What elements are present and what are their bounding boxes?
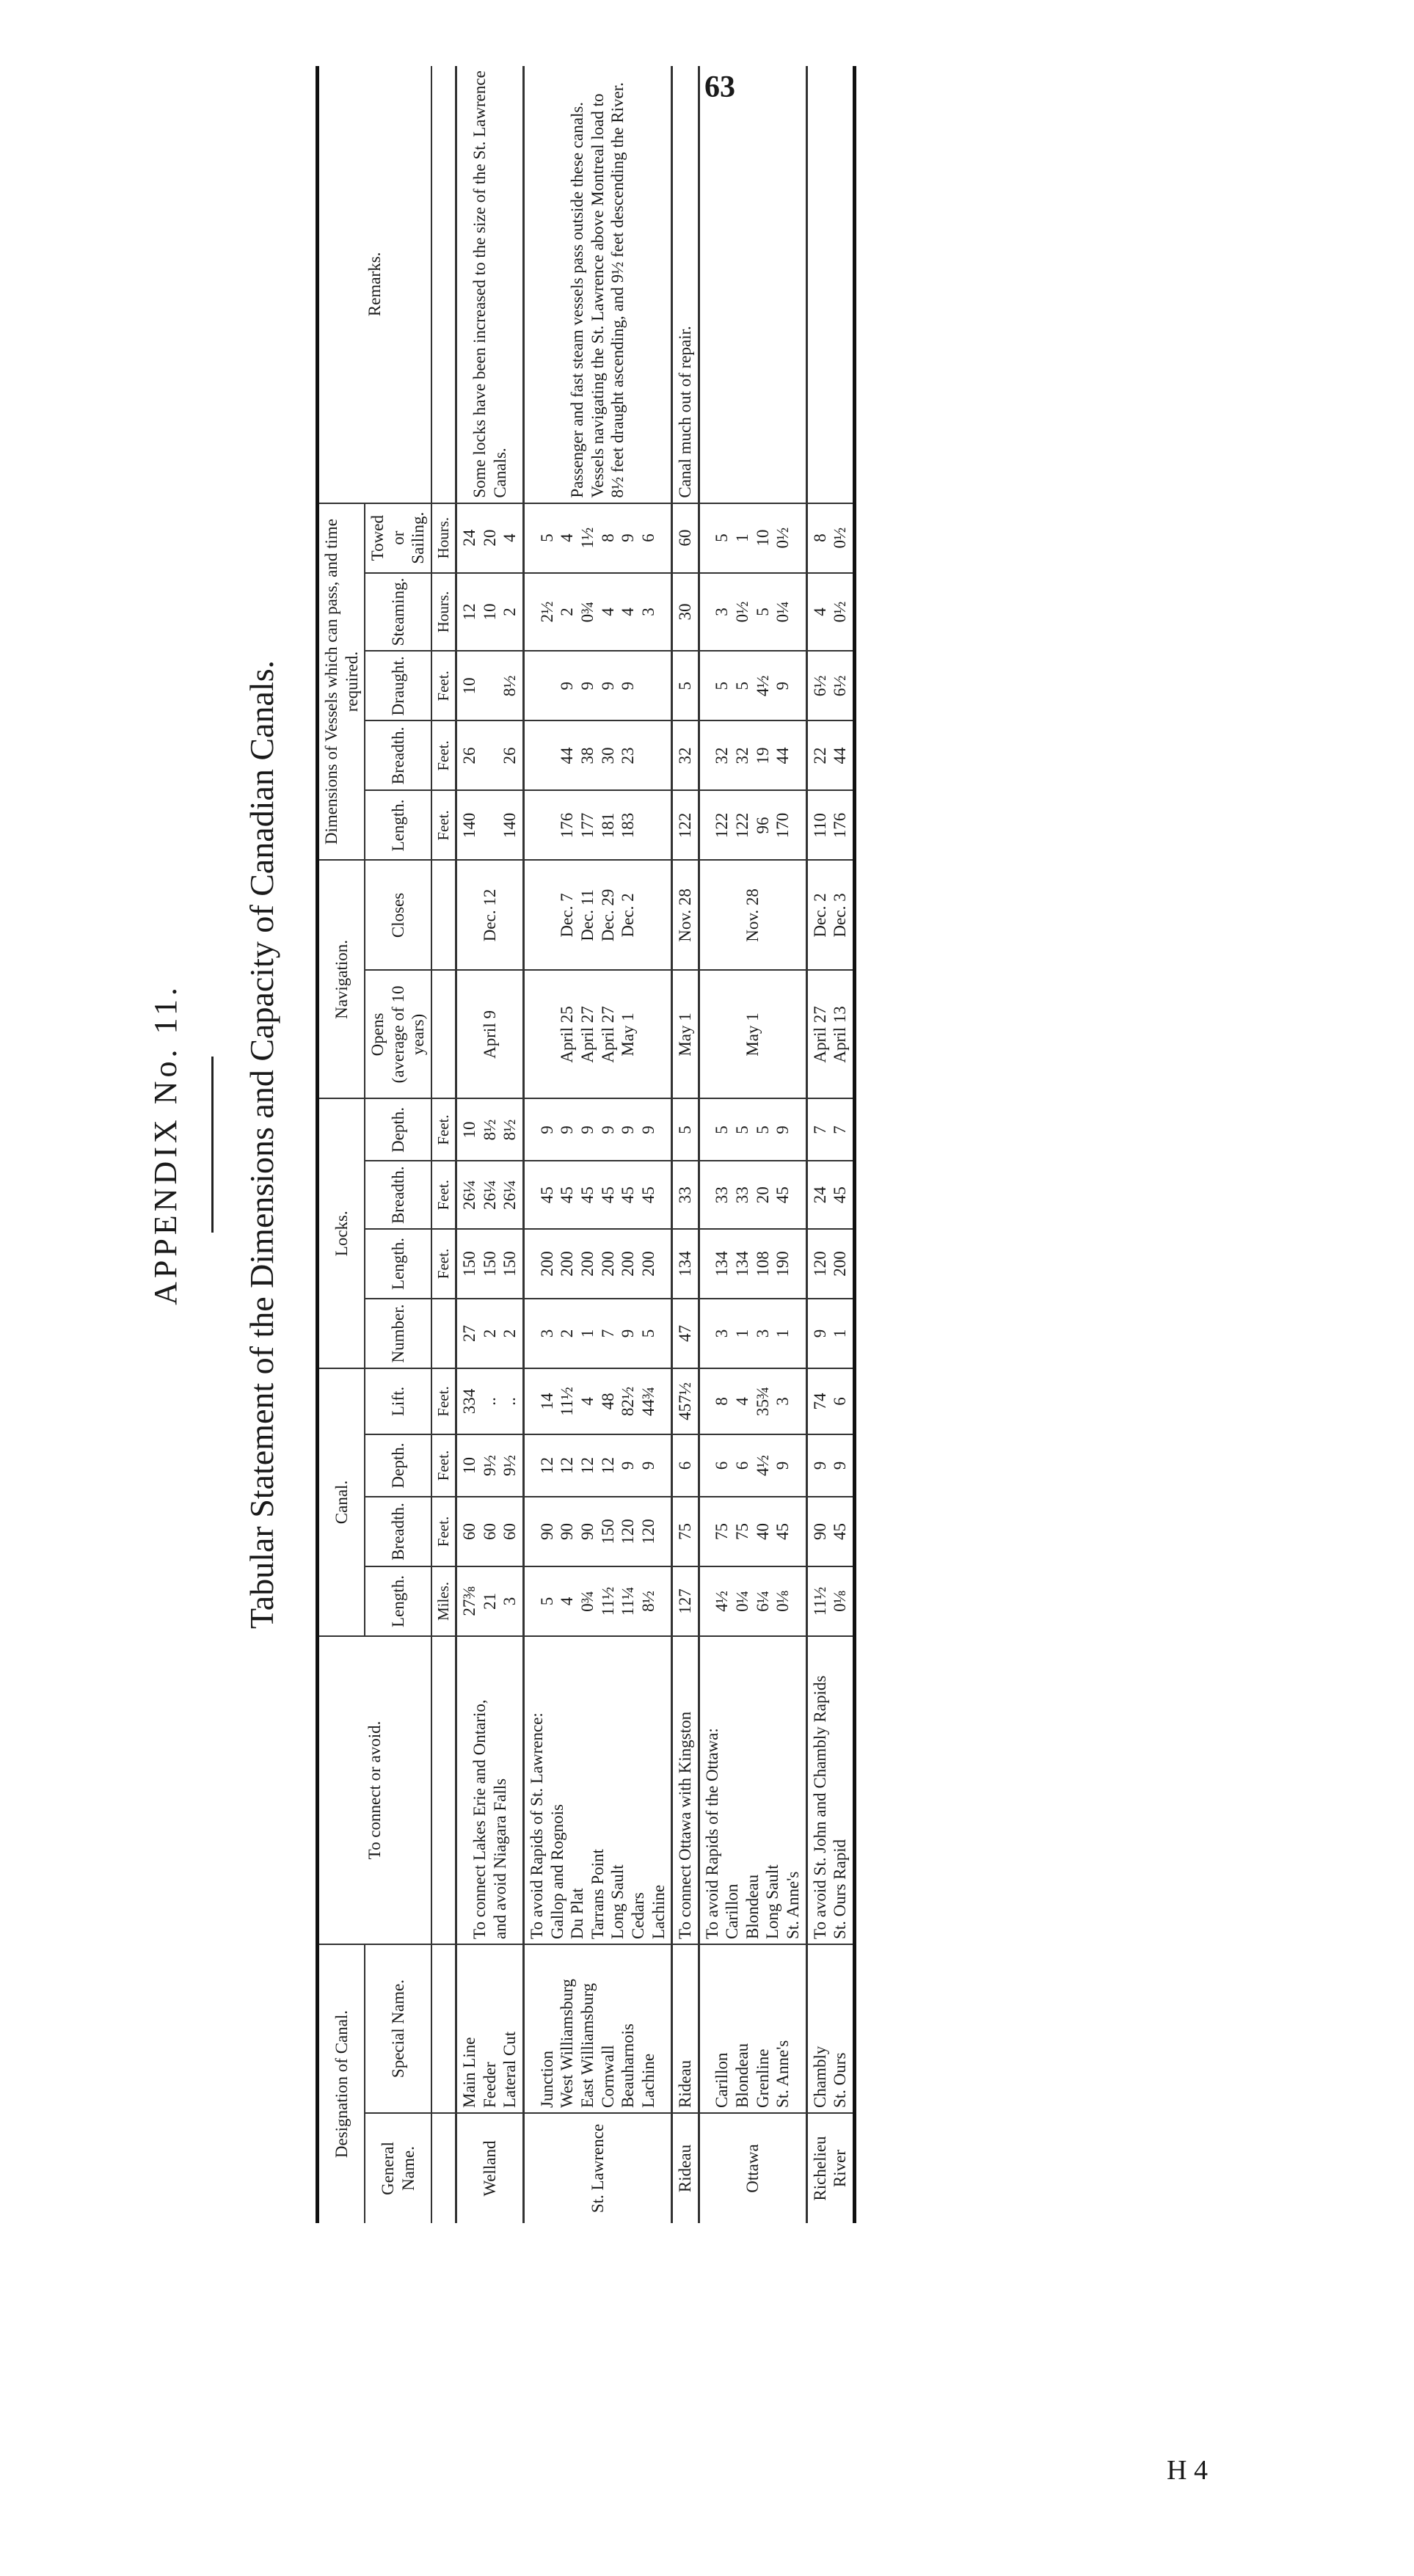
unit-hours: Hours. [431,503,456,573]
general-name: Rideau [672,2113,699,2223]
canal-length: 11½ 0⅛ [806,1566,854,1636]
closes-date: Dec. 7 Dec. 11 Dec. 29 Dec. 2 [523,860,671,970]
canal-breadth: 60 60 60 [456,1497,524,1566]
vessel-breadth: 44 38 30 23 [523,720,671,790]
vessel-breadth: 22 44 [806,720,854,790]
average-note: (average of 10 years) [388,985,428,1084]
locks-number: 3 2 1 7 9 5 [523,1299,671,1368]
vessel-breadth: 32 32 19 44 [699,720,806,790]
connect-avoid: To connect Ottawa with Kingston [672,1636,699,1944]
remarks: Some locks have been increased to the size of the St. Lawrence Canals. [456,66,524,503]
locks-breadth: 33 33 20 45 [699,1161,806,1229]
vessel-length: 122 [672,790,699,860]
remarks: Canal much out of repair. [672,66,699,503]
towed-hours: 5 1 10 0½ [699,503,806,573]
table-row [806,66,854,2223]
rotated-page-content [132,44,1291,2245]
canal-length: 5 4 0¾ 11½ 11¼ 8½ [523,1566,671,1636]
canal-breadth: 90 45 [806,1497,854,1566]
locks-depth: 10 8½ 8½ [456,1098,524,1161]
appendix-heading: APPENDIX No. 11. [147,984,183,1305]
locks-header: Locks. [318,1098,365,1368]
closes-header: Closes [365,860,431,970]
connect-avoid: To avoid St. John and Chambly Rapids St. Ours Rapid [806,1636,854,1944]
vessels-header: Dimensions of Vessels which can pass, and time required. [318,503,365,861]
unit-miles: Miles. [431,1566,456,1636]
locks-number: 47 [672,1299,699,1368]
remarks [806,66,854,503]
general-name: Richelieu River [806,2113,854,2223]
general-name: St. Lawrence [523,2113,671,2223]
unit-feet: Feet. [431,1368,456,1434]
canal-depth: 9 9 [806,1434,854,1497]
opens-date: May 1 [672,970,699,1098]
towed-hours: 5 4 1½ 8 9 6 [523,503,671,573]
unit-feet: Feet. [431,1434,456,1497]
signature-mark: H 4 [1167,2455,1208,2486]
canal-header: Canal. [318,1368,365,1636]
locks-length: 134 [672,1229,699,1299]
unit-feet: Feet. [431,1229,456,1299]
unit-feet: Feet. [431,1161,456,1229]
connect-avoid: To connect Lakes Erie and Ontario, and avoid Niagara Falls [456,1636,524,1944]
connect-avoid: To avoid Rapids of the Ottawa: Carillon Blondeau Long Sault St. Anne's [699,1636,806,1944]
table-title: Tabular Statement of the Dimensions and Capacity of Canadian Canals. [243,660,280,1630]
vessel-draught: 5 [672,651,699,720]
special-name: Main Line Feeder Lateral Cut [456,1944,524,2113]
vessel-length: 176 177 181 183 [523,790,671,860]
navigation-header: Navigation. [318,860,365,1098]
unit-feet: Feet. [431,790,456,860]
canal-depth: 12 12 12 12 9 9 [523,1434,671,1497]
vessel-length-header: Length. [365,790,431,860]
vessel-draught: 6½ 6½ [806,651,854,720]
special-name: Rideau [672,1944,699,2113]
locks-number: 9 1 [806,1299,854,1368]
opens-date: April 25 April 27 April 27 May 1 [523,970,671,1098]
canal-length: 127 [672,1566,699,1636]
vessel-draught-header: Draught. [365,651,431,720]
unit-feet: Feet. [431,720,456,790]
steaming-hours: 12 10 2 [456,573,524,652]
table-row [456,66,524,2223]
connect-header: To connect or avoid. [318,1636,431,1944]
canal-length: 4½ 0¼ 6¼ 0⅛ [699,1566,806,1636]
locks-depth: 7 7 [806,1098,854,1161]
unit-feet: Feet. [431,651,456,720]
locks-length: 134 134 108 190 [699,1229,806,1299]
unit-feet: Feet. [431,1497,456,1566]
towed-hours: 24 20 4 [456,503,524,573]
locks-length: 120 200 [806,1229,854,1299]
special-name-header: Special Name. [365,1944,431,2113]
steaming-hours: 4 0½ [806,573,854,652]
canal-length-header: Length. [365,1566,431,1636]
vessel-breadth: 26 26 [456,720,524,790]
vessel-breadth-header: Breadth. [365,720,431,790]
canal-breadth-header: Breadth. [365,1497,431,1566]
opens-date: April 27 April 13 [806,970,854,1098]
general-name-header: General Name. [365,2113,431,2223]
steaming-hours: 2½ 2 0¾ 4 4 3 [523,573,671,652]
canal-breadth: 75 [672,1497,699,1566]
special-name: Chambly St. Ours [806,1944,854,2113]
steaming-header: Steaming. [365,573,431,652]
canals-table [316,66,856,2223]
remarks [699,66,806,503]
locks-depth: 5 [672,1098,699,1161]
vessel-length: 110 176 [806,790,854,860]
locks-depth-header: Depth. [365,1098,431,1161]
unit-hours: Hours. [431,573,456,652]
closes-date: Nov. 28 [672,860,699,970]
special-name: Junction West Williamsburg East Williamsburg Cornwall Beauharnois Lachine [523,1944,671,2113]
canal-breadth: 90 90 90 150 120 120 [523,1497,671,1566]
heading-rule [211,1057,214,1233]
locks-length: 150 150 150 [456,1229,524,1299]
towed-sailing-header: Towed or Sailing. [365,503,431,573]
remarks: Passenger and fast steam vessels pass outside these canals. Vessels navigating the St. Lawrence above Montreal load to 8½ feet draught ascending, and 9½ feet descending the River. [523,66,671,503]
table-row [523,66,671,2223]
locks-depth: 5 5 5 9 [699,1098,806,1161]
locks-breadth: 26¼ 26¼ 26¼ [456,1161,524,1229]
vessel-length: 122 122 96 170 [699,790,806,860]
canal-length: 27⅜ 21 3 [456,1566,524,1636]
locks-number: 3 1 3 1 [699,1299,806,1368]
locks-length: 200 200 200 200 200 200 [523,1229,671,1299]
canal-depth-header: Depth. [365,1434,431,1497]
locks-number-header: Number. [365,1299,431,1368]
closes-date: Dec. 12 [456,860,524,970]
page-number: 63 [704,70,735,104]
canal-lift: 457½ [672,1368,699,1434]
general-name: Ottawa [699,2113,806,2223]
canal-lift: 74 6 [806,1368,854,1434]
opens-date: April 9 [456,970,524,1098]
canal-lift: 14 11½ 4 48 82½ 44¾ [523,1368,671,1434]
table-row [672,66,699,2223]
opens-header: Opens (average of 10 years) [365,970,431,1098]
closes-date: Nov. 28 [699,860,806,970]
unit-feet: Feet. [431,1098,456,1161]
remarks-header: Remarks. [318,66,431,503]
locks-breadth: 24 45 [806,1161,854,1229]
locks-number: 27 2 2 [456,1299,524,1368]
vessel-length: 140 140 [456,790,524,860]
locks-breadth: 33 [672,1161,699,1229]
closes-date: Dec. 2 Dec. 3 [806,860,854,970]
canal-breadth: 75 75 40 45 [699,1497,806,1566]
vessel-draught: 9 9 9 9 [523,651,671,720]
towed-hours: 8 0½ [806,503,854,573]
canal-depth: 6 6 4½ 9 [699,1434,806,1497]
designation-header: Designation of Canal. [318,1944,365,2223]
locks-depth: 9 9 9 9 9 9 [523,1098,671,1161]
steaming-hours: 30 [672,573,699,652]
table-row [699,66,806,2223]
general-name: Welland [456,2113,524,2223]
towed-hours: 60 [672,503,699,573]
canal-lift: 8 4 35¾ 3 [699,1368,806,1434]
canal-lift: 334 .. .. [456,1368,524,1434]
special-name: Carillon Blondeau Grenline St. Anne's [699,1944,806,2113]
canal-lift-header: Lift. [365,1368,431,1434]
vessel-draught: 5 5 4½ 9 [699,651,806,720]
connect-avoid: To avoid Rapids of St. Lawrence: Gallop and Rognois Du Plat Tarrans Point Long Sault Cedars Lachine [523,1636,671,1944]
locks-length-header: Length. [365,1229,431,1299]
steaming-hours: 3 0½ 5 0¼ [699,573,806,652]
canal-depth: 10 9½ 9½ [456,1434,524,1497]
vessel-draught: 10 8½ [456,651,524,720]
locks-breadth: 45 45 45 45 45 45 [523,1161,671,1229]
locks-breadth-header: Breadth. [365,1161,431,1229]
vessel-breadth: 32 [672,720,699,790]
canal-depth: 6 [672,1434,699,1497]
opens-date: May 1 [699,970,806,1098]
